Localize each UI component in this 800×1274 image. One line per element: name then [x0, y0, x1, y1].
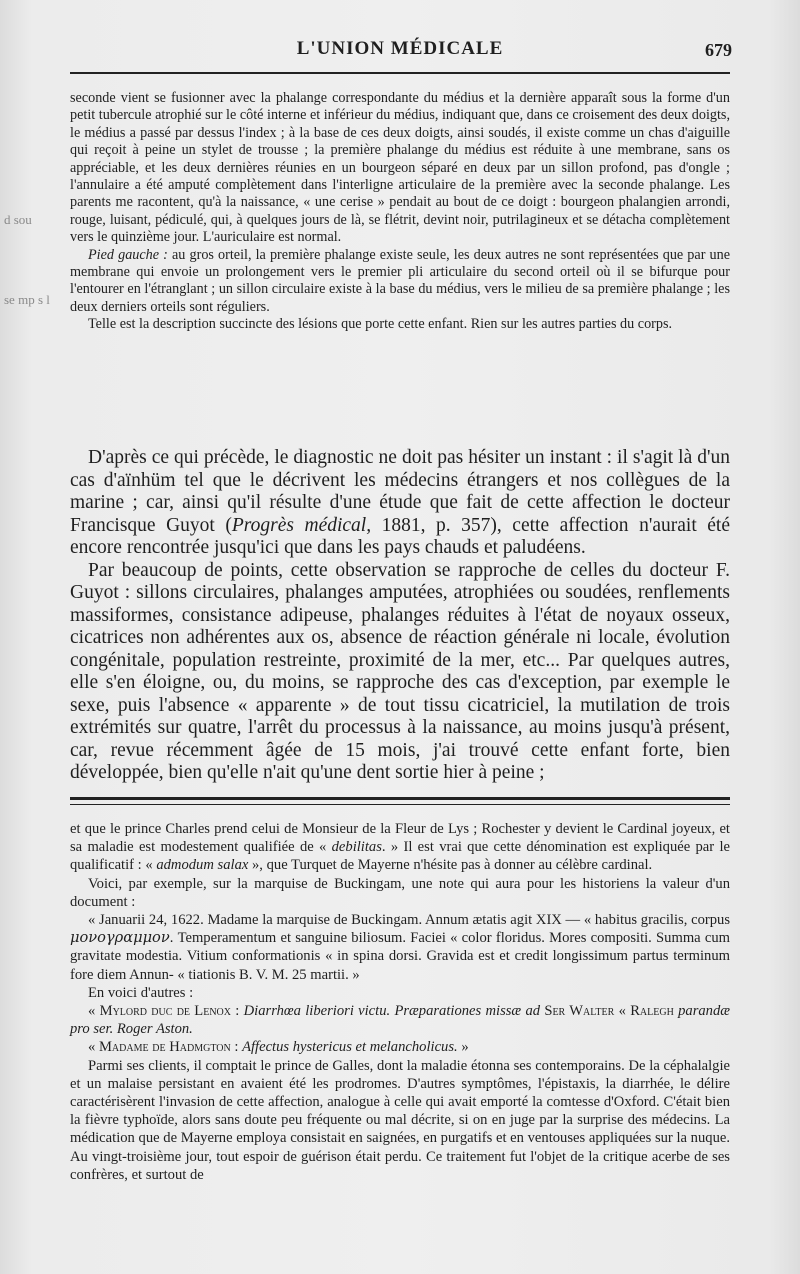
paragraph: D'après ce qui précède, le diagnostic ne doit pas hésiter un instant : il s'agit là d'un cas d'aïnhüm tel que le décrivent les médecins étrangers et nos collègues de la marine ; car, ainsi qu'il résulte d'une étude que fait de cette affection le docteur Francisque Guyot (Progrès médical, 1881, p. 357), cette affection n'aurait été encore rencontrée jusqu'ici que dans les pays chauds et paludéens. — [70, 447, 730, 558]
margin-note: se mp s l — [4, 292, 50, 307]
page-number: 679 — [705, 40, 732, 60]
feuilleton — [70, 820, 730, 1184]
quotation: « Madame de Hadmgton : Affectus hystericus et melancholicus. » — [88, 1039, 469, 1056]
paragraph: En voici d'autres : — [88, 984, 194, 1001]
paragraph: seconde vient se fusionner avec la phalange correspondante du médius et la dernière apparaît sous la forme d'un petit tubercule atrophié sur le côté interne et inférieur du médius, indiquant que, dans ce croisement des deux doigts, le médius a passé par dessus l'index ; à la base de ces deux doigts, ainsi soudés, il existe comme un chas d'aiguille qui reçoit à peine un stylet de trousse ; la première phalange du médius est réduite à une membrane, sans os appréciable, et les deux dernières réunies en un bourgeon séparé en deux par un sillon profond, pas d'ongle ; l'annulaire a été amputé complètement dans l'interligne articulaire de la première avec la seconde phalange. Les parents me racontent, qu'à la naissance, « une cerise » pendait au bout de ce doigt : bourgeon phalangien arrondi, rouge, luisant, pédiculé, qui, à quelques jours de là, se flétrit, devint noir, putrilagineux et se détacha complètement vers le quinzième jour. L'auriculaire est normal. — [70, 90, 730, 246]
header-rule — [70, 72, 730, 74]
paragraph: Pied gauche : au gros orteil, la première phalange existe seule, les deux autres ne sont représentées que par une membrane qui envoie un prolongement vers le premier pli articulaire du second orteil où il se bifurque pour l'entourer en l'étranglant ; un sillon circulaire existe à la base du médius, vers le milieu de sa première phalange ; les deux derniers orteils sont réguliers. — [70, 246, 731, 315]
discussion — [70, 447, 730, 785]
case-description — [70, 90, 730, 334]
section-separator — [70, 797, 730, 805]
paragraph-label: Pied gauche : — [88, 246, 168, 263]
paragraph: Voici, par exemple, sur la marquise de Buckingam, une note qui aura pour les historiens la valeur d'un document : — [70, 875, 730, 910]
running-title: L'UNION MÉDICALE — [296, 38, 504, 59]
paragraph: Par beaucoup de points, cette observation se rapproche de celles du docteur F. Guyot : sillons circulaires, phalanges amputées, atrophiées ou soudées, renflements massiformes, consistance adipeuse, phalanges réduites à l'état de noyaux osseux, cicatrices non adhérentes aux os, absence de réaction générale ni locale, évolution congénitale, population restreinte, proximité de la mer, etc... Par quelques autres, elle s'en éloigne, ou, du moins, se rapproche des cas d'exception, par exemple le sexe, puis l'absence « apparente » de tout tissu cicatriciel, la mutilation de trois extrémités sur quatre, l'arrêt du processus à la naissance, au moins jusqu'à présent, car, revue récemment âgée de 15 mois, j'ai trouvé cette enfant forte, bien développée, bien qu'elle n'ait qu'une dent sortie hier à peine ; — [70, 559, 730, 783]
quotation: « Mylord duc de Lenox : Diarrhœa liberiori victu. Præparationes missæ ad Ser Walter « Ralegh parandæ pro ser. Roger Aston. — [70, 1003, 731, 1038]
quotation: « Januarii 24, 1622. Madame la marquise de Buckingam. Annum ætatis agit XIX — « habitus gracilis, corpus μονογραμμον. Temperamentum et sanguine biliosum. Faciei « color floridus. Mores compositi. Summa cum gravitate modestia. Vitium conformationis « in spina dorsi. Gravida est et credit longissimum partus terminum fore diem Annun- « tiationis B. V. M. 25 martii. » — [70, 912, 730, 983]
paragraph: et que le prince Charles prend celui de Monsieur de la Fleur de Lys ; Rochester y devient le Cardinal joyeux, et sa maladie est modestement qualifiée de « debilitas. » Il est vrai que cette dénomination est expliquée par le qualificatif : « admodum salax », que Turquet de Mayerne n'hésite pas à donner au célèbre cardinal. — [70, 821, 730, 874]
paragraph: Telle est la description succincte des lésions que porte cette enfant. Rien sur les autres parties du corps. — [88, 316, 673, 333]
margin-note: d sou — [4, 212, 32, 227]
page-header — [70, 38, 730, 70]
paragraph: Parmi ses clients, il comptait le prince de Galles, dont la maladie étonna ses contemporains. De la céphalalgie et un malaise persistant en avaient été les prodromes. D'autres symptômes, l'épistaxis, la diarrhée, le délire caractérisèrent l'invasion de cette affection, analogue à celle qui avait emporté la comtesse d'Oxford. C'était bien la fièvre typhoïde, alors sans doute peu fréquente ou mal décrite, si on en juge par la surprise des médecins. La médication que de Mayerne employa consistait en saignées, en purgatifs et en ventouses appliquées sur la nuque. Au vingt-troisième jour, tout espoir de guérison était perdu. Ce traitement fut l'objet de la critique acerbe de ses confrères, et surtout de — [70, 1057, 730, 1183]
